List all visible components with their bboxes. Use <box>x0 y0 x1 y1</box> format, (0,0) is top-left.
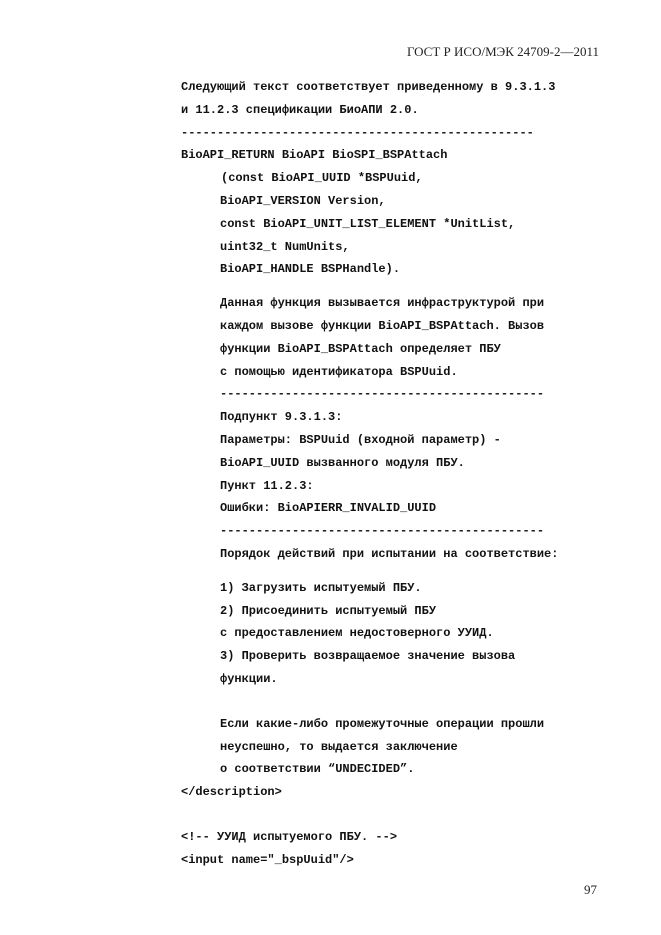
code-line: <input name="_bspUuid"/> <box>181 852 354 867</box>
code-line: функции BioAPI_BSPAttach определяет ПБУ <box>220 341 501 356</box>
code-line: 3) Проверить возвращаемое значение вызова <box>220 649 516 664</box>
page-header: ГОСТ Р ИСО/МЭК 24709-2—2011 <box>406 44 599 59</box>
code-line: <!-- УУИД испытуемого ПБУ. --> <box>181 829 398 844</box>
code-line: неуспешно, то выдается заключение <box>220 739 458 754</box>
code-listing <box>181 76 621 872</box>
code-line: BioAPI_RETURN BioAPI BioSPI_BSPAttach <box>181 148 448 163</box>
code-line: Пункт 11.2.3: <box>220 478 314 493</box>
separator-line: --------------------------------------------- <box>220 387 545 402</box>
code-line: Следующий текст соответствует приведенному в 9.3.1.3 <box>181 80 556 94</box>
code-line: Данная функция вызывается инфраструктурой при <box>220 296 545 311</box>
separator-line: ------------------------------------------------- <box>181 125 534 140</box>
code-line: функции. <box>220 671 278 686</box>
code-line: Параметры: BSPUuid (входной параметр) - <box>220 432 501 447</box>
code-line: Порядок действий при испытании на соответствие: <box>220 546 559 561</box>
page-number: 97 <box>584 882 597 897</box>
code-line: const BioAPI_UNIT_LIST_ELEMENT *UnitList, <box>220 216 516 231</box>
code-line: BioAPI_HANDLE BSPHandle). <box>220 262 401 277</box>
code-line: и 11.2.3 спецификации БиоАПИ 2.0. <box>181 102 419 117</box>
code-line: Если какие-либо промежуточные операции прошли <box>220 716 545 731</box>
code-line: BioAPI_UUID вызванного модуля ПБУ. <box>220 455 465 470</box>
code-line: (const BioAPI_UUID *BSPUuid, <box>221 171 423 186</box>
separator-line: --------------------------------------------- <box>220 524 545 539</box>
code-line: с помощью идентификатора BSPUuid. <box>220 364 458 379</box>
code-line: uint32_t NumUnits, <box>220 239 350 254</box>
code-line: о соответствии “UNDECIDED”. <box>220 762 415 777</box>
code-line: 2) Присоединить испытуемый ПБУ <box>220 603 437 618</box>
code-line: с предоставлением недостоверного УУИД. <box>220 626 494 641</box>
code-line: BioAPI_VERSION Version, <box>220 193 386 208</box>
code-line: Подпункт 9.3.1.3: <box>220 410 343 425</box>
code-line: </description> <box>181 785 282 800</box>
code-line: Ошибки: BioAPIERR_INVALID_UUID <box>220 501 437 516</box>
code-line: 1) Загрузить испытуемый ПБУ. <box>220 580 422 595</box>
code-line: каждом вызове функции BioAPI_BSPAttach. Вызов <box>220 318 545 333</box>
